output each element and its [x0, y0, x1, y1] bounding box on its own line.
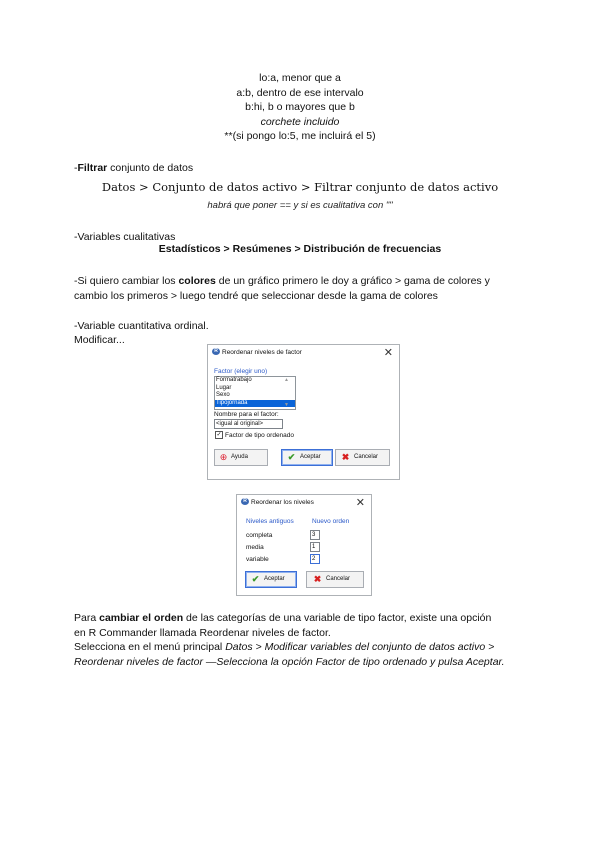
cualitativas-label: -Variables cualitativas [74, 231, 176, 243]
factor-name-input[interactable]: <igual al original> [214, 419, 283, 429]
help-button-label: Ayuda [231, 454, 248, 460]
help-button[interactable] [214, 449, 268, 466]
intro-line-1: lo:a, menor que a [259, 72, 341, 84]
colores-bold: colores [178, 275, 216, 287]
factor-name-label: Nombre para el factor: [214, 411, 279, 418]
scroll-down-icon[interactable]: ▼ [284, 402, 289, 408]
intro-line-4: corchete incluido [260, 115, 340, 128]
ordinal-line-1: -Variable cuantitativa ordinal. [74, 320, 209, 332]
list-item-selected[interactable]: Tipojornada [215, 400, 295, 408]
outro-p1-pre: Para [74, 612, 100, 624]
cancel-x-icon: ✖ [341, 452, 350, 462]
cancel-button-label: Cancelar [354, 454, 379, 460]
cancel-x-icon: ✖ [313, 574, 322, 584]
list-item[interactable]: Formatrabajo [216, 377, 252, 383]
dialog-titlebar [237, 495, 371, 509]
cualitativas-menu-path: Estadísticos > Resúmenes > Distribución de frecuencias [158, 243, 442, 255]
filtrar-rest: conjunto de datos [107, 162, 194, 174]
factor-list-label: Factor (elegir uno) [214, 368, 268, 375]
cancel-button[interactable] [306, 571, 364, 588]
intro-line-3: b:hi, b o mayores que b [245, 101, 355, 113]
filtrar-bold: Filtrar [77, 162, 108, 174]
level-name: variable [246, 556, 269, 563]
filtrar-menu-path: Datos > Conjunto de datos activo > Filtrar conjunto de datos activo [101, 180, 499, 194]
close-icon[interactable]: ✕ [355, 497, 365, 509]
dialog-titlebar [208, 345, 399, 359]
filtrar-note: habrá que poner == y si es cualitativa con "" [207, 200, 393, 211]
list-item[interactable]: Sexo [216, 392, 230, 398]
colores-post: de un gráfico primero le doy a gráfico > gama de colores y [215, 275, 490, 287]
r-logo-icon: R [212, 348, 220, 355]
scroll-up-icon[interactable]: ▲ [284, 377, 289, 383]
close-icon[interactable]: ✕ [383, 347, 393, 359]
level-name: media [246, 544, 264, 551]
cancel-button[interactable] [335, 449, 390, 466]
outro-line-4: Reordenar niveles de factor —Selecciona la opción Factor de tipo ordenado y pulsa Aceptar. [74, 656, 505, 668]
colores-pre: -Si quiero cambiar los [74, 275, 179, 287]
outro-p3: Selecciona en el menú principal [74, 641, 226, 653]
order-input[interactable]: 1 [310, 542, 320, 552]
intro-line-2: a:b, dentro de ese intervalo [236, 86, 364, 99]
outro-line-3 [74, 640, 494, 654]
colores-line-2: cambio los primeros > luego tendré que seleccionar desde la gama de colores [74, 290, 438, 302]
intro-block [0, 71, 600, 144]
r-logo-icon: R [241, 498, 249, 505]
accept-button-label: Aceptar [264, 576, 285, 582]
outro-p3-italic: Datos > Modificar variables del conjunto de datos activo > [225, 641, 495, 653]
intro-line-5: **(si pongo lo:5, me incluirá el 5) [224, 130, 376, 142]
old-levels-header: Niveles antiguos [246, 518, 294, 525]
accept-button-label: Aceptar [300, 454, 321, 460]
colores-line-1 [74, 274, 490, 288]
level-name: completa [246, 532, 273, 539]
list-item[interactable]: Lugar [216, 384, 232, 391]
checkmark-icon: ✔ [251, 574, 260, 584]
reorder-factor-dialog [207, 344, 400, 480]
dialog-title: Reordenar niveles de factor [222, 349, 302, 356]
checkmark-icon: ✔ [287, 452, 296, 462]
ordered-factor-checkbox[interactable]: ✓ [216, 432, 222, 438]
help-lifebuoy-icon: ⊕ [219, 452, 228, 462]
order-input[interactable]: 3 [310, 530, 320, 540]
outro-p1-bold: cambiar el orden [99, 612, 184, 624]
dialog-title: Reordenar los niveles [251, 499, 314, 506]
outro-line-1 [74, 611, 491, 625]
order-input[interactable]: 2 [310, 554, 320, 564]
new-order-header: Nuevo orden [312, 518, 350, 525]
cancel-button-label: Cancelar [326, 576, 351, 582]
outro-line-2: en R Commander llamada Reordenar niveles de factor. [74, 627, 331, 639]
accept-button[interactable] [245, 571, 297, 588]
ordinal-line-2: Modificar... [74, 334, 125, 346]
filtrar-prefix: - [74, 162, 78, 174]
accept-button[interactable] [281, 449, 333, 466]
ordered-factor-label: Factor de tipo ordenado [225, 432, 295, 439]
reorder-levels-dialog [236, 494, 372, 596]
filtrar-heading [74, 161, 193, 175]
outro-p1-post: de las categorías de una variable de tipo factor, existe una opción [183, 612, 492, 624]
